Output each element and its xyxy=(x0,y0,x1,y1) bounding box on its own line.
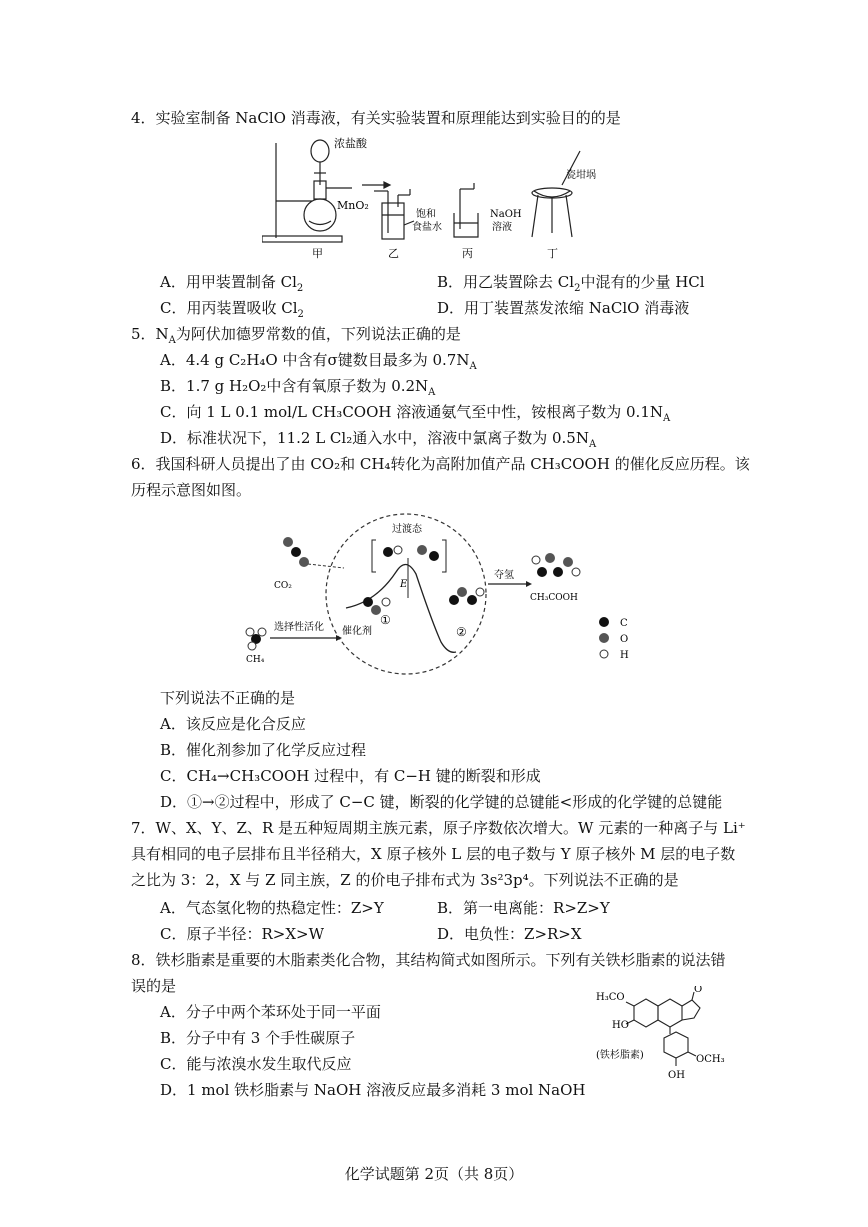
q6-option-b: B．催化剂参加了化学反应过程 xyxy=(160,741,367,759)
q8-line2: 误的是 xyxy=(131,977,177,995)
label-co2: CO₂ xyxy=(274,581,292,591)
label-solution: 溶液 xyxy=(492,222,512,233)
label-naoh: NaOH xyxy=(490,209,522,220)
label-ch4: CH₄ xyxy=(246,655,265,665)
q6-option-c: C．CH₄→CH₃COOH 过程中，有 C−H 键的断裂和形成 xyxy=(160,767,541,785)
label-mno2: MnO₂ xyxy=(337,199,369,212)
label-compound-name: (铁杉脂素) xyxy=(596,1050,644,1061)
q6-option-a: A．该反应是化合反应 xyxy=(160,715,306,733)
label-ho: HO xyxy=(612,1020,629,1031)
label-step-1: ① xyxy=(380,613,391,627)
q6-stem-line2: 历程示意图如图。 xyxy=(131,481,252,499)
label-carbonyl-o: O xyxy=(694,986,703,995)
label-och3: OCH₃ xyxy=(696,1054,725,1065)
label-product: CH₃COOH xyxy=(530,593,578,603)
legend-o: O xyxy=(620,634,629,645)
label-e: E xyxy=(400,579,408,590)
label-jia: 甲 xyxy=(312,247,323,260)
q5-option-b: B．1.7 g H₂O₂中含有氧原子数为 $0.2N_A$ xyxy=(160,377,436,398)
q8-option-a: A．分子中两个苯环处于同一平面 xyxy=(160,1003,381,1021)
label-oh: OH xyxy=(668,1070,685,1081)
label-brine: 食盐水 xyxy=(412,222,442,233)
q7-option-b: B．第一电离能：R>Z>Y xyxy=(437,899,610,917)
q5-option-a: A．4.4 g C₂H₄O 中含有σ键数目最多为 $0.7N_A$ xyxy=(160,351,477,372)
q6-stem-line1: 6．我国科研人员提出了由 CO₂和 CH₄转化为高附加值产品 CH₃COOH 的催化反应历程。该 xyxy=(131,455,750,473)
q8-option-d: D．1 mol 铁杉脂素与 NaOH 溶液反应最多消耗 3 mol NaOH xyxy=(160,1081,586,1099)
q7-line3: 之比为 3：2，X 与 Z 同主族，Z 的价电子排布式为 3s²3p⁴。下列说法不正确的是 xyxy=(131,871,679,889)
q8-structure-figure xyxy=(594,986,734,1082)
label-bing: 丙 xyxy=(462,247,473,260)
q4-option-c: C．用丙装置吸收 $Cl_2$ xyxy=(160,299,304,320)
q6-sub-stem: 下列说法不正确的是 xyxy=(160,689,296,707)
q4-apparatus-figure xyxy=(262,133,602,261)
q5-stem: 5．$N_A$为阿伏加德罗常数的值，下列说法正确的是 xyxy=(131,325,461,346)
q4-stem: 4．实验室制备 NaClO 消毒液，有关实验装置和原理能达到实验目的的是 xyxy=(131,109,621,127)
label-h3co: H₃CO xyxy=(596,992,625,1003)
label-yi: 乙 xyxy=(388,247,399,260)
q6-option-d: D．①→②过程中，形成了 C−C 键，断裂的化学键的总键能<形成的化学键的总键能 xyxy=(160,793,723,811)
label-catalyst: 催化剂 xyxy=(342,626,372,637)
q5-option-c: C．向 1 L 0.1 mol/L CH₃COOH 溶液通氨气至中性，铵根离子数为 $0.1N_A$ xyxy=(160,403,671,424)
q8-option-b: B．分子中有 3 个手性碳原子 xyxy=(160,1029,356,1047)
q4-option-d: D．用丁装置蒸发浓缩 NaClO 消毒液 xyxy=(437,299,690,317)
label-ding: 丁 xyxy=(547,247,558,260)
legend-c: C xyxy=(620,618,628,629)
q7-line2: 具有相同的电子层排布且半径稍大，X 原子核外 L 层的电子数与 Y 原子核外 M 层的电子数 xyxy=(131,845,736,863)
label-conc-hcl: 浓盐酸 xyxy=(334,137,367,150)
q6-mechanism-figure xyxy=(236,512,656,677)
q7-option-a: A．气态氢化物的热稳定性：Z>Y xyxy=(160,899,384,917)
q7-option-c: C．原子半径：R>X>W xyxy=(160,925,325,943)
q4-option-b: B．用乙装置除去 $Cl_2$中混有的少量 HCl xyxy=(437,273,705,294)
legend-h: H xyxy=(620,650,629,661)
label-step-2: ② xyxy=(456,625,467,639)
q8-option-c: C．能与浓溴水发生取代反应 xyxy=(160,1055,352,1073)
label-selective: 选择性活化 xyxy=(274,622,324,633)
q8-line1: 8．铁杉脂素是重要的木脂素类化合物，其结构简式如图所示。下列有关铁杉脂素的说法错 xyxy=(131,951,726,969)
q7-line1: 7．W、X、Y、Z、R 是五种短周期主族元素，原子序数依次增大。W 元素的一种离子与 Li⁺ xyxy=(131,819,746,837)
label-saturated: 饱和 xyxy=(416,209,436,220)
q4-option-a: A．用甲装置制备 $Cl_2$ xyxy=(160,273,304,294)
label-dehydro: 夺氢 xyxy=(494,570,514,581)
label-crucible: 瓷坩埚 xyxy=(566,170,596,181)
label-transition: 过渡态 xyxy=(392,524,422,535)
q7-option-d: D．电负性：Z>R>X xyxy=(437,925,582,943)
page-footer: 化学试题第 2页（共 8页） xyxy=(344,1165,524,1183)
q5-option-d: D．标准状况下，11.2 L Cl₂通入水中，溶液中氯离子数为 $0.5N_A$ xyxy=(160,429,597,450)
